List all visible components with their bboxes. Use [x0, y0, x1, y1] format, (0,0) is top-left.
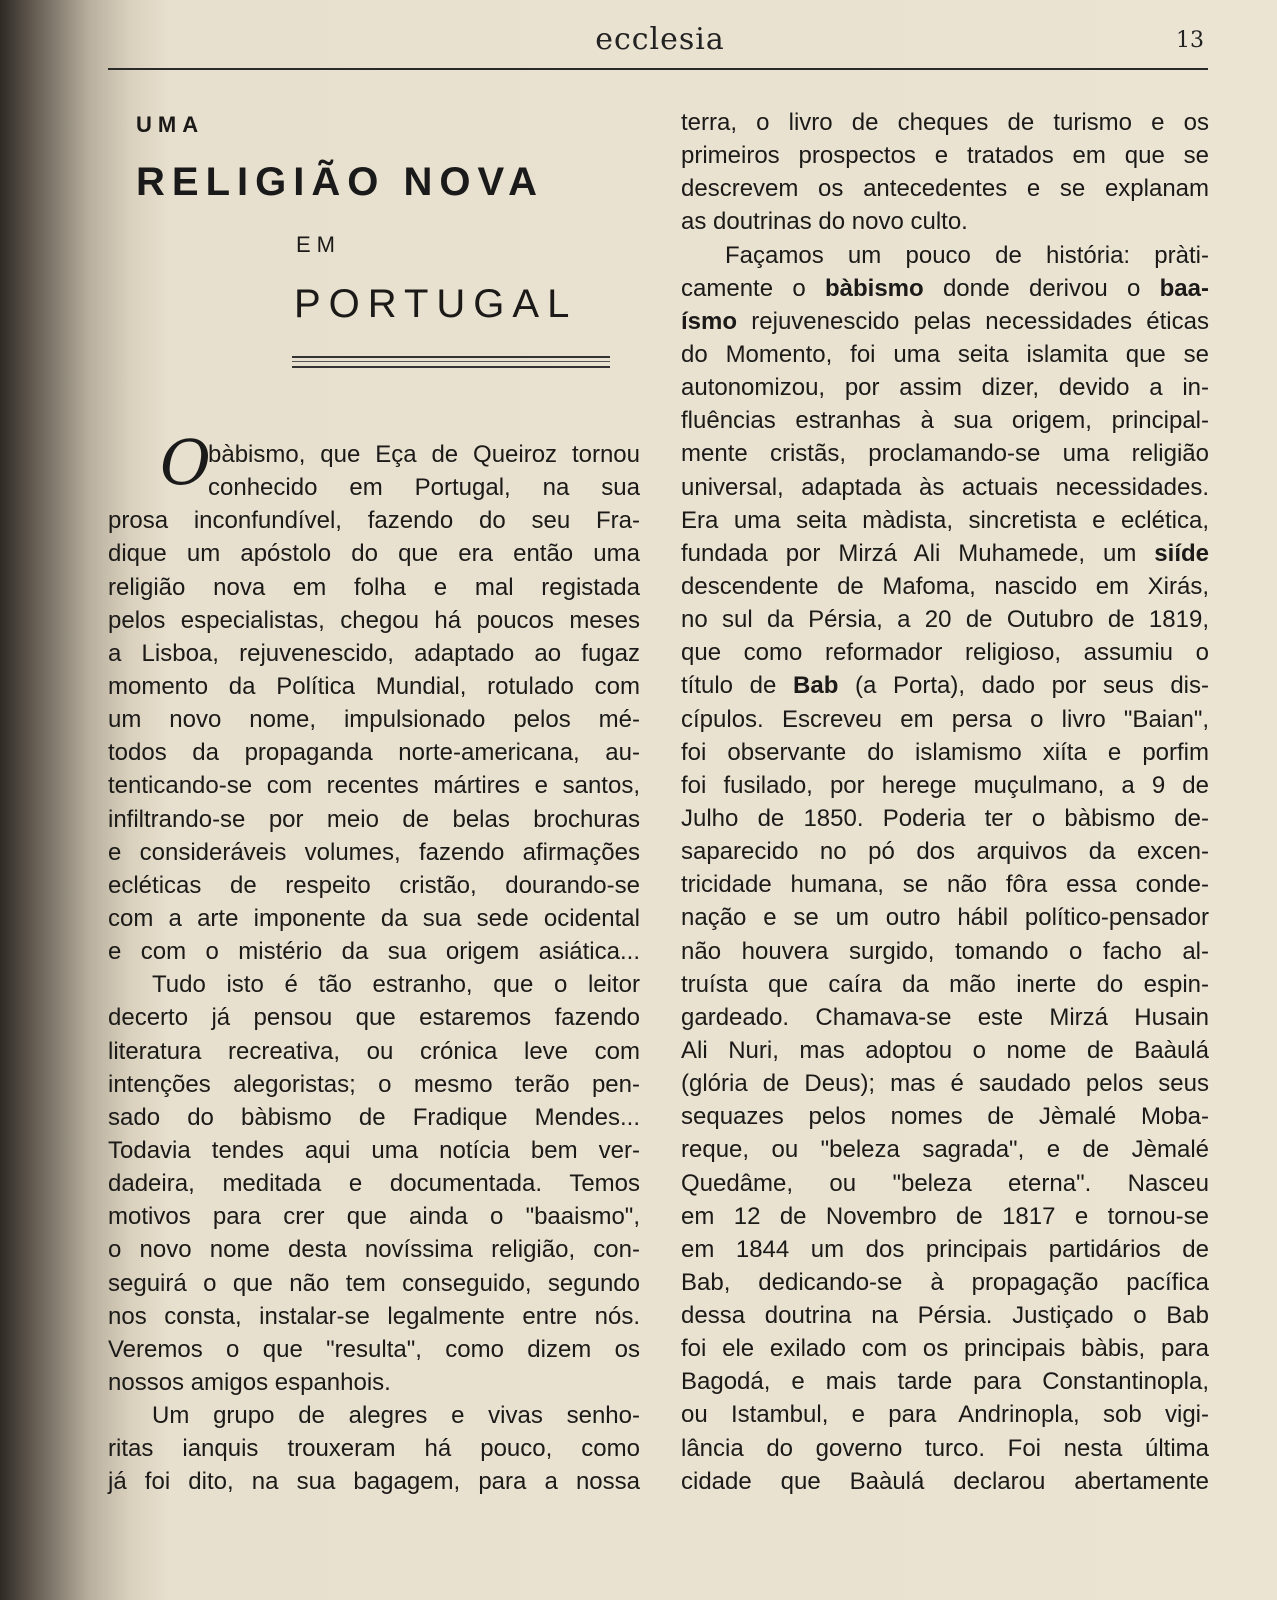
text-line: dique um apóstolo do que era então uma [108, 540, 640, 568]
text-line: foi observante do islamismo xiíta e porfim [681, 738, 1209, 766]
text-line: cípulos. Escreveu em persa o livro "Baian", [681, 705, 1209, 733]
text-line: intenções alegoristas; o mesmo terão pen- [108, 1070, 640, 1098]
text-line: lância do governo turco. Foi nesta última [681, 1434, 1209, 1462]
text-line: religião nova em folha e mal registada [108, 573, 640, 601]
text-line: motivos para crer que ainda o "baaismo", [108, 1203, 640, 1231]
text-line: sequazes pelos nomes de Jèmalé Moba- [681, 1103, 1209, 1131]
bold-term: bàbismo [824, 274, 924, 302]
text-line [681, 305, 1209, 338]
text-line: Um grupo de alegres e vivas senho- [152, 1402, 640, 1430]
text-line: um novo nome, impulsionado pelos mé- [108, 706, 640, 734]
text-line: não houvera surgido, tomando o facho al- [681, 937, 1209, 965]
text-line: já foi dito, na sua bagagem, para a nossa [108, 1468, 640, 1496]
text-line: truísta que caíra da mão inerte do espin- [681, 970, 1209, 998]
text-line: dadeira, meditada e documentada. Temos [108, 1170, 640, 1198]
text-line: e com o mistério da sua origem asiática... [108, 938, 640, 966]
right-column [681, 106, 1209, 1498]
drop-cap: O [160, 426, 211, 499]
text-run: título de [681, 672, 794, 700]
text-line: gardeado. Chamava-se este Mirzá Husain [681, 1003, 1209, 1031]
article-title-line-2: RELIGIÃO NOVA [136, 160, 545, 204]
text-line: autonomizou, por assim dizer, devido a in- [681, 374, 1209, 402]
text-line: bàbismo, que Eça de Queiroz tornou [208, 441, 640, 468]
text-line: ecléticas de respeito cristão, dourando-se [108, 871, 640, 899]
text-line: foi ele exilado com os principais bàbis, para [681, 1335, 1209, 1363]
text-line: o novo nome desta novíssima religião, con- [108, 1236, 640, 1264]
text-line: descrevem os antecedentes e se explanam [681, 175, 1209, 203]
text-line: todos da propaganda norte-americana, au- [108, 739, 640, 767]
text-line [681, 272, 1209, 305]
text-line: momento da Política Mundial, rotulado com [108, 672, 640, 700]
text-line: primeiros prospectos e tratados em que se [681, 142, 1209, 170]
text-line: e consideráveis volumes, fazendo afirmações [108, 838, 640, 866]
text-line: no sul da Pérsia, a 20 de Outubro de 1819, [681, 606, 1209, 634]
bold-term: baa- [1159, 274, 1209, 302]
text-line: foi fusilado, por herege muçulmano, a 9 de [681, 771, 1209, 799]
text-line: Bab, dedicando-se à propagação pacífica [681, 1268, 1209, 1296]
article-title-line-3: EM [296, 232, 341, 257]
text-line: Ali Nuri, mas adoptou o nome de Baàulá [681, 1036, 1209, 1064]
text-line: pelos especialistas, chegou há poucos meses [108, 606, 640, 634]
text-line: infiltrando-se por meio de belas brochuras [108, 805, 640, 833]
left-column [108, 438, 640, 1499]
bold-term: Bab [793, 672, 839, 700]
text-run: camente o [681, 274, 825, 302]
text-line: prosa inconfundível, fazendo do seu Fra- [108, 507, 640, 535]
text-line: nação e se um outro hábil político-pensador [681, 904, 1209, 932]
text-line: Bagodá, e mais tarde para Constantinopla, [681, 1368, 1209, 1396]
article-title-line-1: UMA [136, 112, 205, 137]
text-line: nos consta, instalar-se legalmente entre nós. [108, 1302, 640, 1330]
text-line: Tudo isto é tão estranho, que o leitor [152, 971, 640, 999]
text-line: Quedâme, ou "beleza eterna". Nasceu [681, 1169, 1209, 1197]
bold-term: siíde [1154, 539, 1209, 567]
magazine-title: ecclesia [595, 22, 725, 57]
text-line: sado do bàbismo de Fradique Mendes... [108, 1103, 640, 1131]
bold-term: ísmo [681, 307, 738, 335]
text-line: com a arte imponente da sua sede ocidental [108, 904, 640, 932]
text-line: Era uma seita màdista, sincretista e eclética, [681, 506, 1209, 534]
text-line: Veremos o que "resulta", como dizem os [108, 1335, 640, 1363]
text-line: Julho de 1850. Poderia ter o bàbismo de- [681, 804, 1209, 832]
text-run: fundada por Mirzá Ali Muhamede, um [681, 539, 1155, 567]
text-line: em 1844 um dos principais partidários de [681, 1235, 1209, 1263]
text-line: terra, o livro de cheques de turismo e os [681, 109, 1209, 136]
text-line: literatura recreativa, ou crónica leve com [108, 1037, 640, 1065]
title-divider [292, 356, 610, 368]
text-line: fluências estranhas à sua origem, principal- [681, 407, 1209, 435]
text-line [681, 669, 1209, 702]
text-line [681, 537, 1209, 570]
text-line: que como reformador religioso, assumiu o [681, 639, 1209, 667]
text-line: ritas ianquis trouxeram há pouco, como [108, 1435, 640, 1463]
text-line: mente cristãs, proclamando-se uma religião [681, 440, 1209, 468]
text-line: decerto já pensou que estaremos fazendo [108, 1004, 640, 1032]
page-number: 13 [1176, 28, 1204, 53]
text-run: rejuvenescido pelas necessidades éticas [737, 307, 1209, 335]
text-line: as doutrinas do novo culto. [681, 208, 968, 236]
text-line: universal, adaptada às actuais necessidades. [681, 473, 1209, 501]
text-line: (glória de Deus); mas é saudado pelos seus [681, 1070, 1209, 1098]
text-line: descendente de Mafoma, nascido em Xirás, [681, 572, 1209, 600]
text-line: Todavia tendes aqui uma notícia bem ver- [108, 1136, 640, 1164]
text-run: (a Porta), dado por seus dis- [838, 672, 1209, 700]
text-line: seguirá o que não tem conseguido, segundo [108, 1269, 640, 1297]
text-line: cidade que Baàulá declarou abertamente [681, 1467, 1209, 1495]
text-line: em 12 de Novembro de 1817 e tornou-se [681, 1202, 1209, 1230]
text-line: reque, ou "beleza sagrada", e de Jèmalé [681, 1136, 1209, 1164]
text-line: ou Istambul, e para Andrinopla, sob vigi- [681, 1401, 1209, 1429]
text-line: a Lisboa, rejuvenescido, adaptado ao fugaz [108, 639, 640, 667]
text-run: donde derivou o [923, 274, 1160, 302]
text-line: dessa doutrina na Pérsia. Justiçado o Bab [681, 1302, 1209, 1330]
text-line: tenticando-se com recentes mártires e santos, [108, 772, 640, 800]
article-title-line-4: PORTUGAL [294, 282, 578, 326]
text-line: tricidade humana, se não fôra essa conde- [681, 871, 1209, 899]
text-line: nossos amigos espanhois. [108, 1368, 391, 1396]
text-line: do Momento, foi uma seita islamita que se [681, 340, 1209, 368]
text-line: Façamos um pouco de história: pràti- [725, 241, 1209, 269]
header-rule [108, 68, 1208, 70]
text-line: conhecido em Portugal, na sua [208, 474, 640, 502]
text-line: saparecido no pó dos arquivos da excen- [681, 838, 1209, 866]
